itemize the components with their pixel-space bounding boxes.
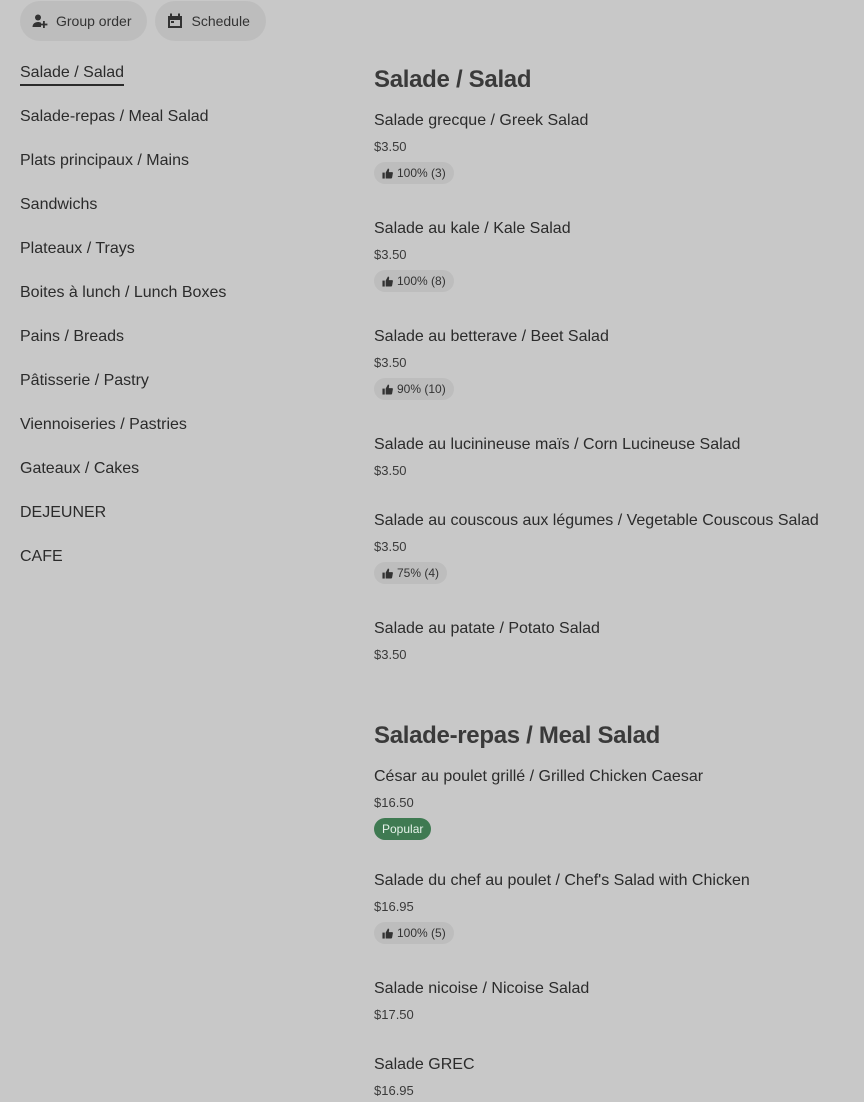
section-title: Salade / Salad (374, 66, 532, 93)
menu-item-price: $3.50 (374, 247, 407, 262)
menu-item[interactable] (374, 980, 589, 1022)
menu-item-price: $3.50 (374, 647, 407, 662)
nav-item-label: DEJEUNER (20, 504, 107, 521)
nav-item[interactable] (20, 62, 320, 106)
menu-item-price: $16.50 (374, 795, 414, 810)
menu-item-price: $3.50 (374, 355, 407, 370)
rating-badge (374, 162, 454, 184)
menu-item[interactable] (374, 328, 609, 400)
add-person-icon (32, 13, 48, 29)
rating-badge (374, 270, 454, 292)
menu-item-price: $16.95 (374, 1083, 414, 1098)
nav-item[interactable] (20, 546, 320, 590)
category-nav (20, 62, 320, 590)
menu-item-name: Salade au patate / Potato Salad (374, 620, 600, 637)
rating-badge (374, 562, 447, 584)
menu-item-name: Salade au couscous aux légumes / Vegetable Couscous Salad (374, 512, 819, 529)
menu-item-price: $3.50 (374, 463, 407, 478)
calendar-icon (167, 13, 183, 29)
rating-badge (374, 922, 454, 944)
nav-item-label: Sandwichs (20, 196, 98, 213)
menu-item[interactable] (374, 512, 819, 584)
nav-item[interactable] (20, 150, 320, 194)
rating-text: 90% (10) (397, 382, 446, 396)
thumbs-up-icon (382, 568, 393, 579)
nav-item[interactable] (20, 106, 320, 150)
menu-item-name: Salade au lucinineuse maïs / Corn Lucineuse Salad (374, 436, 741, 453)
menu-item[interactable] (374, 872, 750, 944)
nav-item[interactable] (20, 238, 320, 282)
menu-item[interactable] (374, 436, 740, 478)
menu-item-name: Salade grecque / Greek Salad (374, 112, 589, 129)
nav-item-label: Boites à lunch / Lunch Boxes (20, 284, 227, 301)
menu-item-price: $17.50 (374, 1007, 414, 1022)
nav-item[interactable] (20, 502, 320, 546)
rating-text: 100% (5) (397, 926, 446, 940)
nav-item[interactable] (20, 326, 320, 370)
nav-item-label: Plateaux / Trays (20, 240, 135, 257)
thumbs-up-icon (382, 168, 393, 179)
nav-item-label: Viennoiseries / Pastries (20, 416, 187, 433)
menu-item-name: Salade du chef au poulet / Chef's Salad with Chicken (374, 872, 750, 889)
nav-item-label: Plats principaux / Mains (20, 152, 189, 169)
nav-item-label: CAFE (20, 548, 63, 565)
popular-badge: Popular (374, 818, 431, 840)
menu-item-name: Salade au betterave / Beet Salad (374, 328, 609, 345)
menu-item[interactable] (374, 112, 588, 184)
schedule-label: Schedule (191, 13, 250, 29)
rating-text: 75% (4) (397, 566, 440, 580)
nav-item[interactable] (20, 194, 320, 238)
menu-item-price: $3.50 (374, 139, 407, 154)
rating-text: 100% (3) (397, 166, 446, 180)
menu-item[interactable] (374, 1056, 475, 1098)
thumbs-up-icon (382, 384, 393, 395)
menu-item-name: Salade GREC (374, 1056, 475, 1073)
thumbs-up-icon (382, 928, 393, 939)
nav-item[interactable] (20, 282, 320, 326)
section-title: Salade-repas / Meal Salad (374, 722, 660, 749)
menu-item-price: $3.50 (374, 539, 407, 554)
schedule-button[interactable] (155, 1, 265, 41)
nav-item[interactable] (20, 458, 320, 502)
nav-item-label: Salade / Salad (20, 64, 124, 86)
rating-badge (374, 378, 454, 400)
menu-item-price: $16.95 (374, 899, 414, 914)
nav-item[interactable] (20, 414, 320, 458)
thumbs-up-icon (382, 276, 393, 287)
nav-item-label: Pâtisserie / Pastry (20, 372, 149, 389)
menu-item[interactable] (374, 220, 571, 292)
nav-item-label: Salade-repas / Meal Salad (20, 108, 209, 125)
menu-item-name: Salade nicoise / Nicoise Salad (374, 980, 590, 997)
rating-text: 100% (8) (397, 274, 446, 288)
nav-item[interactable] (20, 370, 320, 414)
group-order-label: Group order (56, 13, 132, 29)
menu-item-name: César au poulet grillé / Grilled Chicken Caesar (374, 768, 704, 785)
menu-item[interactable] (374, 768, 703, 840)
group-order-button[interactable] (20, 1, 147, 41)
menu-item[interactable] (374, 620, 600, 662)
nav-item-label: Pains / Breads (20, 328, 125, 345)
top-actions (20, 1, 266, 41)
nav-item-label: Gateaux / Cakes (20, 460, 140, 477)
menu-item-name: Salade au kale / Kale Salad (374, 220, 571, 237)
